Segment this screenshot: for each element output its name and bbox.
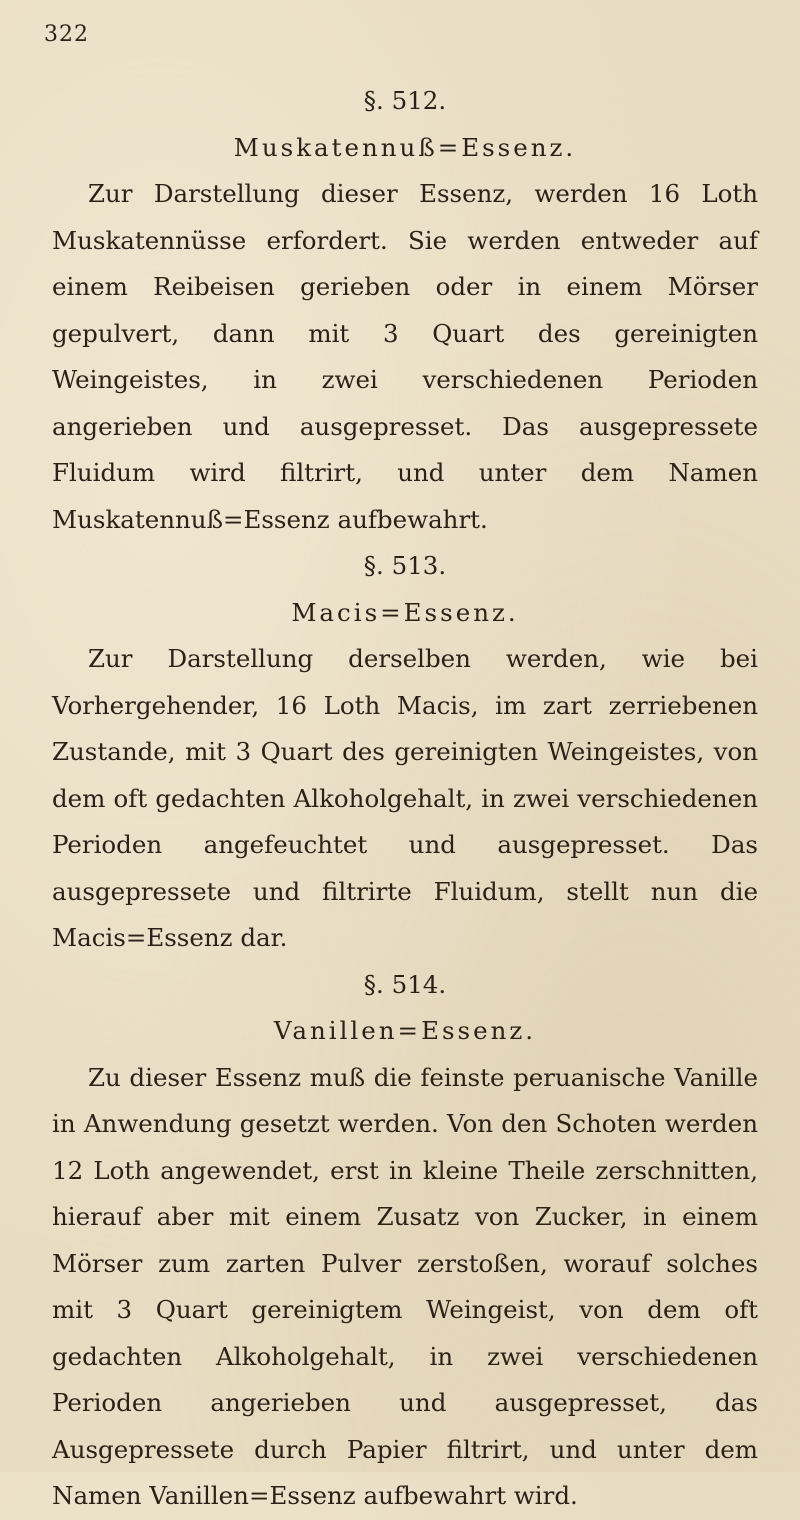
paragraph-muskatennuss: Zur Darstellung dieser Essenz, werden 16 Loth Muskatennüsse erfordert. Sie werden entweder auf einem Reibeisen gerieben oder in einem Mörser gepulvert, dann mit 3 Quart des gereinigten Weingeistes, in zwei verschiedenen Perioden angerieben und ausgepresset. Das ausgepressete Fluidum wird filtrirt, und unter dem Namen Muskatennuß=Essenz aufbewahrt. [52,179,758,534]
paragraph-macis: Zur Darstellung derselben werden, wie bei Vorhergehender, 16 Loth Macis, im zart zerriebenen Zustande, mit 3 Quart des gereinigten Weingeistes, von dem oft gedachten Alkoholgehalt, in zwei verschiedenen Perioden angefeuchtet und ausgepresset. Das ausgepressete und filtrirte Fluidum, stellt nun die Macis=Essenz dar. [52,644,758,952]
section-title-muskatennuss: Muskatennuß=Essenz. [233,132,577,162]
section-title-macis: Macis=Essenz. [291,597,519,627]
section-number-512: §. 512. [363,86,447,115]
section-number-514: §. 514. [363,969,447,999]
text-block [52,78,758,1520]
section-title-vanillen: Vanillen=Essenz. [273,1016,537,1045]
section-number-513: §. 513. [363,551,447,580]
page-number: 322 [44,22,89,47]
paragraph-vanillen: Zu dieser Essenz muß die feinste peruanische Vanille in Anwendung gesetzt werden. Von den Schoten werden 12 Loth angewendet, erst in kleine Theile zerschnitten, hierauf aber mit einem Zusatz von Zucker, in einem Mörser zum zarten Pulver zerstoßen, worauf solches mit 3 Quart gereinigtem Weingeist, von dem oft gedachten Alkoholgehalt, in zwei verschiedenen Perioden angerieben und ausgepresset, das Ausgepressete durch Papier filtrirt, und unter dem Namen Vanillen=Essenz aufbewahrt wird. [52,1062,758,1510]
